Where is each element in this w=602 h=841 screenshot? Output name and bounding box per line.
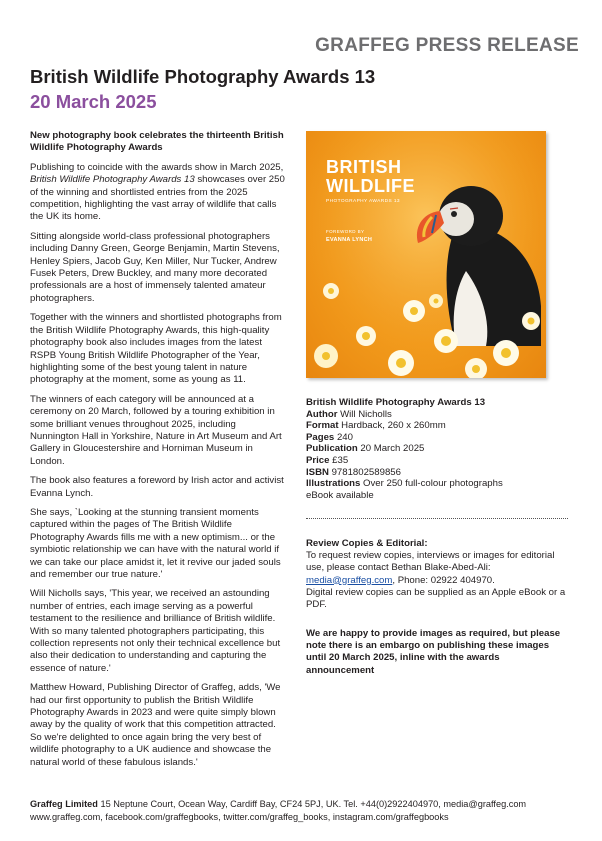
quote-evanna-lynch: She says, `Looking at the stunning transient moments captured within the pages of The British Wildlife Photography Awards fills me with a new optimism... or the symbiotic relationship we can have with the natural world if we can take our place amidst it, let it revive our jaded souls and remember our true nature.' — [30, 506, 281, 580]
quote-matthew-howard: Matthew Howard, Publishing Director of Graffeg, adds, 'We had our first opportunity to publish the British Wildlife Photography Awards in 2023 and were quite simply blown away by the quality of work that this competition attracted. So we're delighted to once again bring the very best of wildlife photography to a UK audience and showcase the natural world of these fabulous islands.' — [30, 682, 281, 768]
detail-row-pages: Pages 240 — [306, 431, 353, 443]
paragraph-young-photographers: Together with the winners and shortlisted photographs from the British Wildlife Photography Awards, this high-quality photography book also includes images from the latest RSPB Young British Wildlife Photographer of the Year, highlighting some of the best young talent in nature photography at the moment, some as young as 11. — [30, 312, 282, 386]
detail-row-illustrations: Illustrations Over 250 full-colour photographs — [306, 478, 503, 490]
detail-row-price: Price £35 — [306, 454, 349, 466]
cover-title-line1: BRITISH — [326, 157, 402, 177]
review-copies-section — [306, 538, 568, 611]
paragraph-intro: Publishing to coincide with the awards show in March 2025, British Wildlife Photography Awards 13 showcases over 250 of the winning and shortlisted entries from the 2025 competition, highlighting the vast array of wildlife that calls the UK its home. — [30, 161, 285, 223]
paragraph-exhibition: The winners of each category will be announced at a ceremony on 20 March, followed by a touring exhibition in some brilliant venues throughout 2025, including Nunnington Hall in Yorkshire, Nature in Art Museum and Art Gallery in Gloucestershire and Horniman Museum in London. — [30, 393, 282, 467]
page-title: British Wildlife Photography Awards 13 — [30, 66, 376, 87]
cover-title-line2: WILDLIFE — [326, 176, 415, 196]
book-title-italic: British Wildlife Photography Awards 13 — [30, 174, 195, 186]
embargo-notice: We are happy to provide images as required, but please note there is an embargo on publishing these images until 20 March 2025, inline with the awards announcement — [306, 628, 561, 676]
quote-will-nicholls: Will Nicholls says, 'This year, we received an astounding number of entries, each image serving as a powerful testament to the resilience and brilliance of British wildlife. With so many talented photographers participating, this collection represents not only their technical excellence but also their dedication to understanding and capturing the essence of nature.' — [30, 588, 281, 674]
review-digital-note: Digital review copies can be supplied as an Apple eBook or a PDF. — [306, 586, 566, 611]
footer — [30, 798, 580, 823]
release-date: 20 March 2025 — [30, 91, 157, 112]
details-title: British Wildlife Photography Awards 13 — [306, 397, 486, 408]
cover-subtitle: PHOTOGRAPHY AWARDS 13 — [326, 199, 400, 204]
dotted-divider — [306, 518, 568, 519]
detail-row-publication: Publication 20 March 2025 — [306, 443, 425, 455]
book-cover-image — [306, 131, 546, 378]
review-text: To request review copies, interviews or images for editorial use, please contact Bethan Blake-Abed-Ali: media@graffeg.com, Phone: 02922 404970. — [306, 550, 555, 586]
footer-address: Graffeg Limited 15 Neptune Court, Ocean Way, Cardiff Bay, CF24 5PJ, UK. Tel. +44(0)2922404970, media@graffeg.com — [30, 799, 527, 809]
press-release-label: GRAFFEG PRESS RELEASE — [315, 35, 579, 56]
detail-ebook: eBook available — [306, 489, 374, 501]
book-details — [306, 397, 568, 501]
detail-row-author: Author Will Nicholls — [306, 408, 392, 420]
footer-links: www.graffeg.com, facebook.com/graffegbooks, twitter.com/graffeg_books, instagram.com/graffegbooks — [30, 811, 449, 822]
cover-foreword-author: EVANNA LYNCH — [326, 237, 373, 243]
paragraph-photographers: Sitting alongside world-class professional photographers including Danny Green, George Benjamin, Martin Stevens, Henley Spiers, Jacob Guy, Ken Miller, Nur Tucker, Andrew Fusek Peters, Drew Buckley, and many more decorated professionals are a host of immensely talented amateur photographers. — [30, 230, 280, 304]
detail-row-format: Format Hardback, 260 x 260mm — [306, 420, 446, 432]
footer-company: Graffeg Limited — [30, 799, 98, 809]
cover-foreword-label: FOREWORD BY — [326, 229, 365, 234]
body-text-column — [30, 130, 286, 776]
lead-paragraph: New photography book celebrates the thirteenth British Wildlife Photography Awards — [30, 130, 284, 154]
review-heading: Review Copies & Editorial: — [306, 538, 428, 549]
detail-row-isbn: ISBN 9781802589856 — [306, 466, 401, 478]
media-email-link[interactable]: media@graffeg.com — [306, 574, 393, 586]
paragraph-foreword: The book also features a foreword by Irish actor and activist Evanna Lynch. — [30, 475, 284, 499]
